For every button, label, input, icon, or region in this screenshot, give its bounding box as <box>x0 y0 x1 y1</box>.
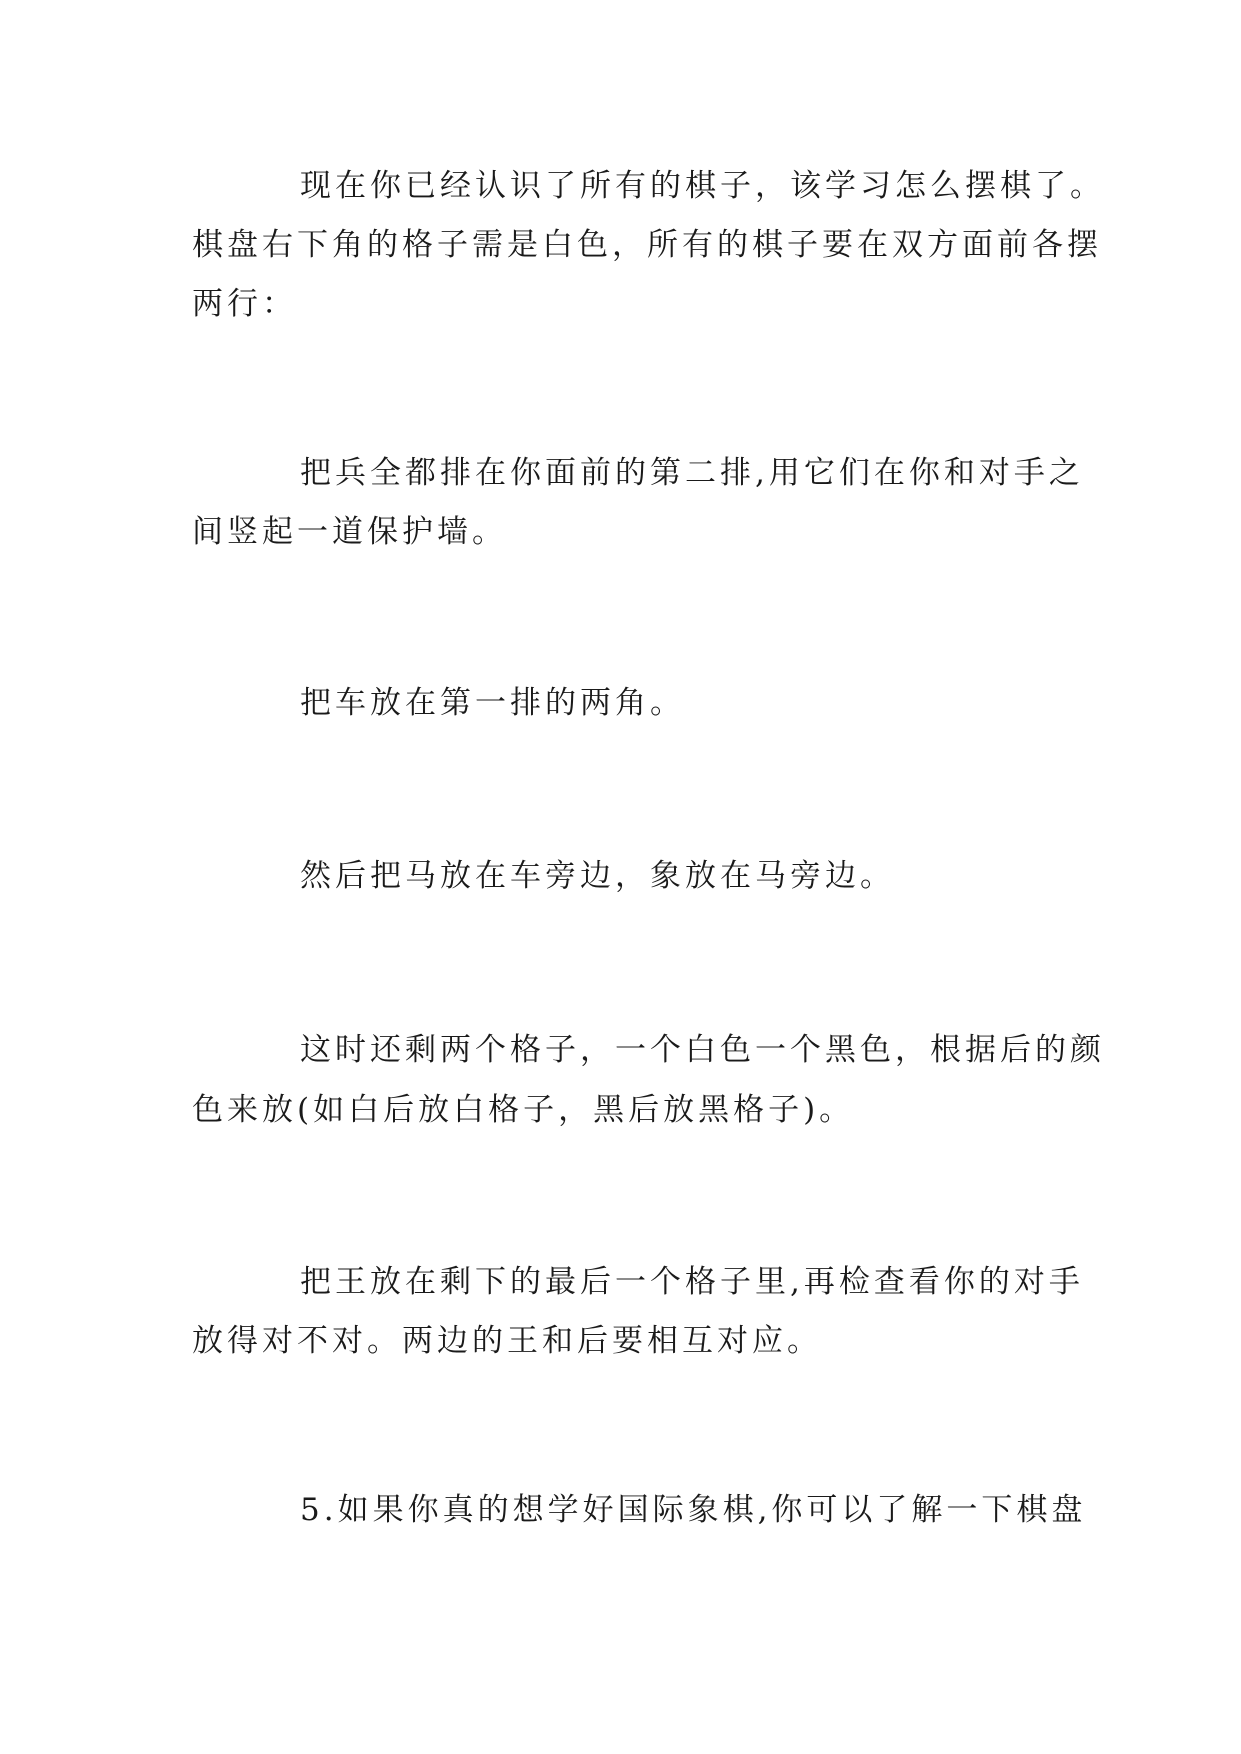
paragraph-line: 棋盘右下角的格子需是白色，所有的棋子要在双方面前各摆 <box>192 227 1102 263</box>
paragraph-line: 这时还剩两个格子，一个白色一个黑色，根据后的颜 <box>300 1032 1105 1068</box>
paragraph-line: 色来放(如白后放白格子，黑后放黑格子)。 <box>192 1092 855 1128</box>
paragraph-line: 放得对不对。两边的王和后要相互对应。 <box>192 1323 822 1359</box>
paragraph-line: 间竖起一道保护墙。 <box>192 514 507 550</box>
paragraph-line: 把王放在剩下的最后一个格子里,再检查看你的对手 <box>300 1264 1084 1300</box>
paragraph-line: 两行： <box>192 286 297 322</box>
paragraph-line: 把车放在第一排的两角。 <box>300 685 685 721</box>
paragraph-line: 然后把马放在车旁边，象放在马旁边。 <box>300 858 895 894</box>
paragraph-line: 现在你已经认识了所有的棋子，该学习怎么摆棋了。 <box>300 168 1105 204</box>
paragraph-line: 5.如果你真的想学好国际象棋,你可以了解一下棋盘 <box>300 1492 1087 1528</box>
paragraph-line: 把兵全都排在你面前的第二排,用它们在你和对手之 <box>300 455 1084 491</box>
